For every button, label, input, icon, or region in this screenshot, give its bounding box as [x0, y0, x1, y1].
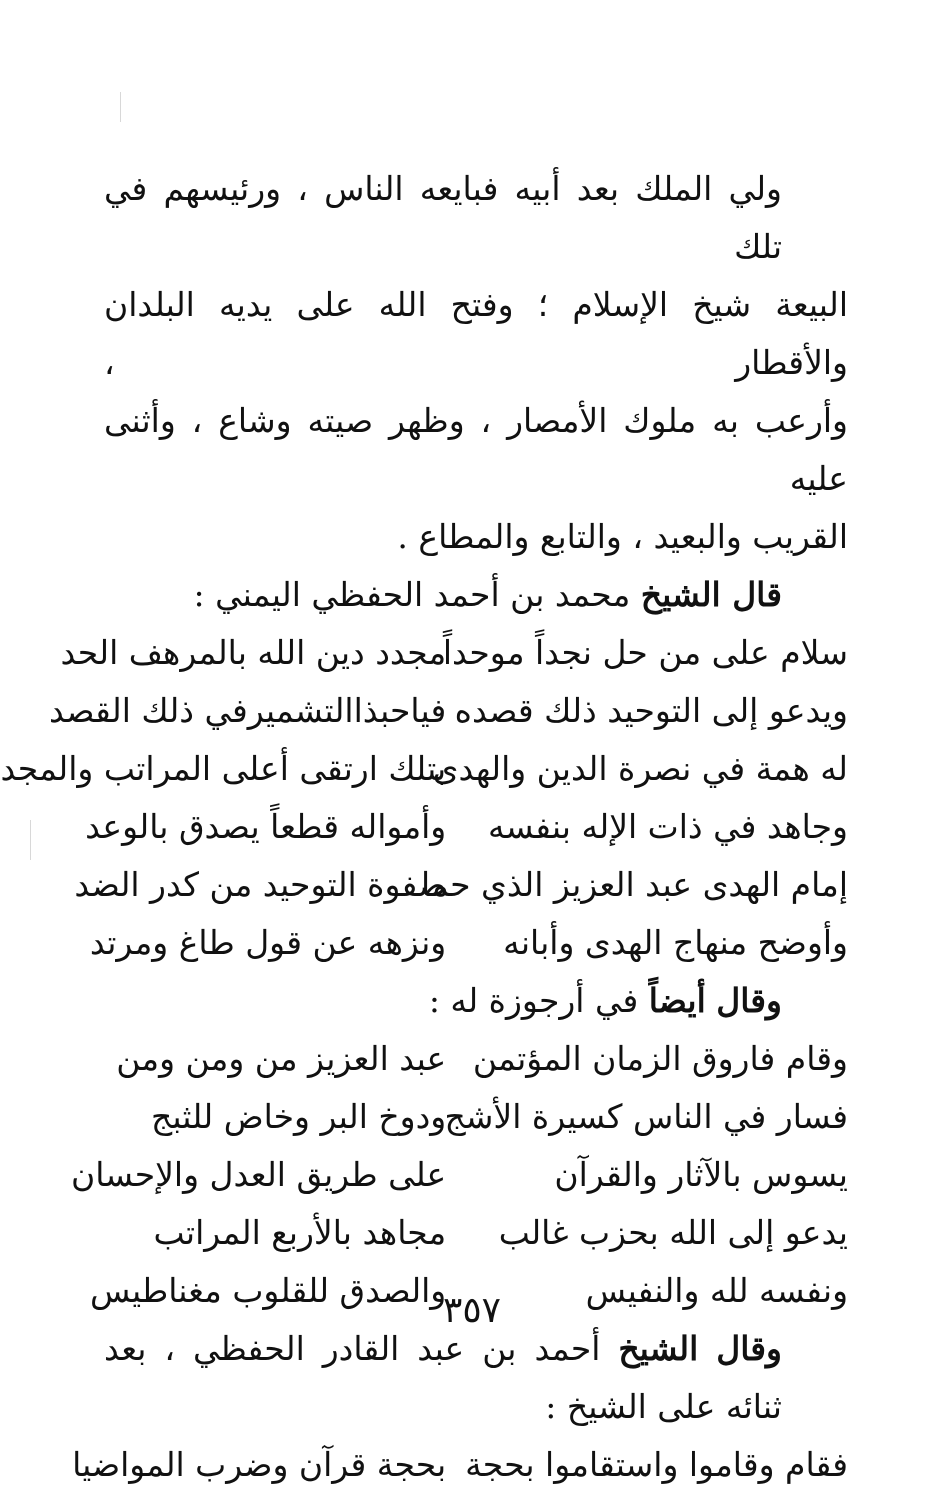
- verse-first-hemistich: يسوس بالآثار والقرآن: [554, 1155, 848, 1194]
- verse-line: [0, 740, 848, 798]
- paragraph-line: البيعة شيخ الإسلام ؛ وفتح الله على يديه البلدان والأقطار ،: [104, 285, 848, 382]
- speaker-label: أيضاً: [648, 981, 706, 1020]
- verse-second-hemistich: بتلك ارتقى أعلى المراتب والمجد: [0, 749, 447, 788]
- intro-text: في أرجوزة له :: [428, 981, 649, 1020]
- speaker-label: وقال: [716, 1329, 782, 1368]
- verse-second-hemistich: صفوة التوحيد من كدر الضد: [74, 865, 447, 904]
- verse-second-hemistich: والصدق للقلوب مغناطيس: [89, 1271, 447, 1310]
- speaker-label: قال الشيخ: [640, 575, 782, 614]
- verse-first-hemistich: ويدعو إلى التوحيد ذلك قصده: [454, 691, 848, 730]
- verse-first-hemistich: وقام فاروق الزمان المؤتمن: [472, 1039, 848, 1078]
- verse-first-hemistich: سلام على من حل نجداً موحداً: [442, 633, 848, 672]
- verse-line: [70, 1146, 848, 1204]
- paragraph-line: ولي الملك بعد أبيه فبايعه الناس ، ورئيسهم في تلك: [104, 169, 782, 266]
- verse-second-hemistich: فياحبذاالتشميرفي ذلك القصد: [49, 691, 447, 730]
- verse-second-hemistich: ودوخ البر وخاض للثبج: [151, 1097, 447, 1136]
- poem-verses: [72, 1436, 848, 1494]
- verse-line: [104, 1204, 848, 1262]
- poem-intro: [104, 972, 848, 1030]
- verse-line: [72, 1436, 848, 1494]
- verse-first-hemistich: وجاهد في ذات الإله بنفسه: [488, 807, 848, 846]
- verse-first-hemistich: وأوضح منهاج الهدى وأبانه: [503, 923, 848, 962]
- verse-line: [74, 856, 848, 914]
- verse-line: [104, 1088, 848, 1146]
- verse-line: [85, 798, 848, 856]
- body-paragraph: [104, 160, 848, 566]
- intro-text: أحمد بن عبد القادر الحفظي ، بعد ثنائه على الشيخ :: [104, 1329, 782, 1426]
- verse-second-hemistich: وأمواله قطعاً يصدق بالوعد: [85, 807, 447, 846]
- page-number: ٣٥٧: [442, 1290, 501, 1331]
- paragraph-line: وأرعب به ملوك الأمصار ، وظهر صيته وشاع ، وأثنى عليه: [104, 401, 848, 498]
- poem-verses: [70, 1030, 848, 1320]
- verse-second-hemistich: بحجة قرآن وضرب المواضيا: [72, 1445, 447, 1484]
- verse-line: [89, 914, 848, 972]
- verse-second-hemistich: على طريق العدل والإحسان: [70, 1155, 447, 1194]
- verse-line: [49, 682, 848, 740]
- verse-first-hemistich: ونفسه لله والنفيس: [585, 1271, 848, 1310]
- verse-first-hemistich: إمام الهدى عبد العزيز الذي حما: [421, 865, 848, 904]
- margin-mark: [30, 820, 31, 860]
- verse-first-hemistich: يدعو إلى الله بحزب غالب: [498, 1213, 848, 1252]
- verse-first-hemistich: فسار في الناس كسيرة الأشج: [444, 1097, 848, 1136]
- verse-first-hemistich: فقام وقاموا واستقاموا بحجة: [465, 1445, 848, 1484]
- poem-verses: [0, 624, 848, 972]
- verse-second-hemistich: ونزهه عن قول طاغ ومرتد: [89, 923, 447, 962]
- verse-line: [60, 624, 848, 682]
- speaker-label: وقال: [716, 981, 782, 1020]
- paragraph-line: القريب والبعيد ، والتابع والمطاع .: [397, 517, 848, 556]
- verse-second-hemistich: مجاهد بالأربع المراتب: [153, 1213, 447, 1252]
- verse-first-hemistich: له همة في نصرة الدين والهدى: [432, 749, 848, 788]
- verse-second-hemistich: مجدد دين الله بالمرهف الحد: [60, 633, 447, 672]
- intro-text: محمد بن أحمد الحفظي اليمني :: [193, 575, 641, 614]
- verse-second-hemistich: عبد العزيز من ومن ومن: [116, 1039, 447, 1078]
- poem-intro: [104, 1320, 848, 1436]
- poem-intro: [104, 566, 848, 624]
- margin-mark: [120, 92, 121, 122]
- verse-line: [104, 1030, 848, 1088]
- speaker-label: الشيخ: [618, 1329, 699, 1368]
